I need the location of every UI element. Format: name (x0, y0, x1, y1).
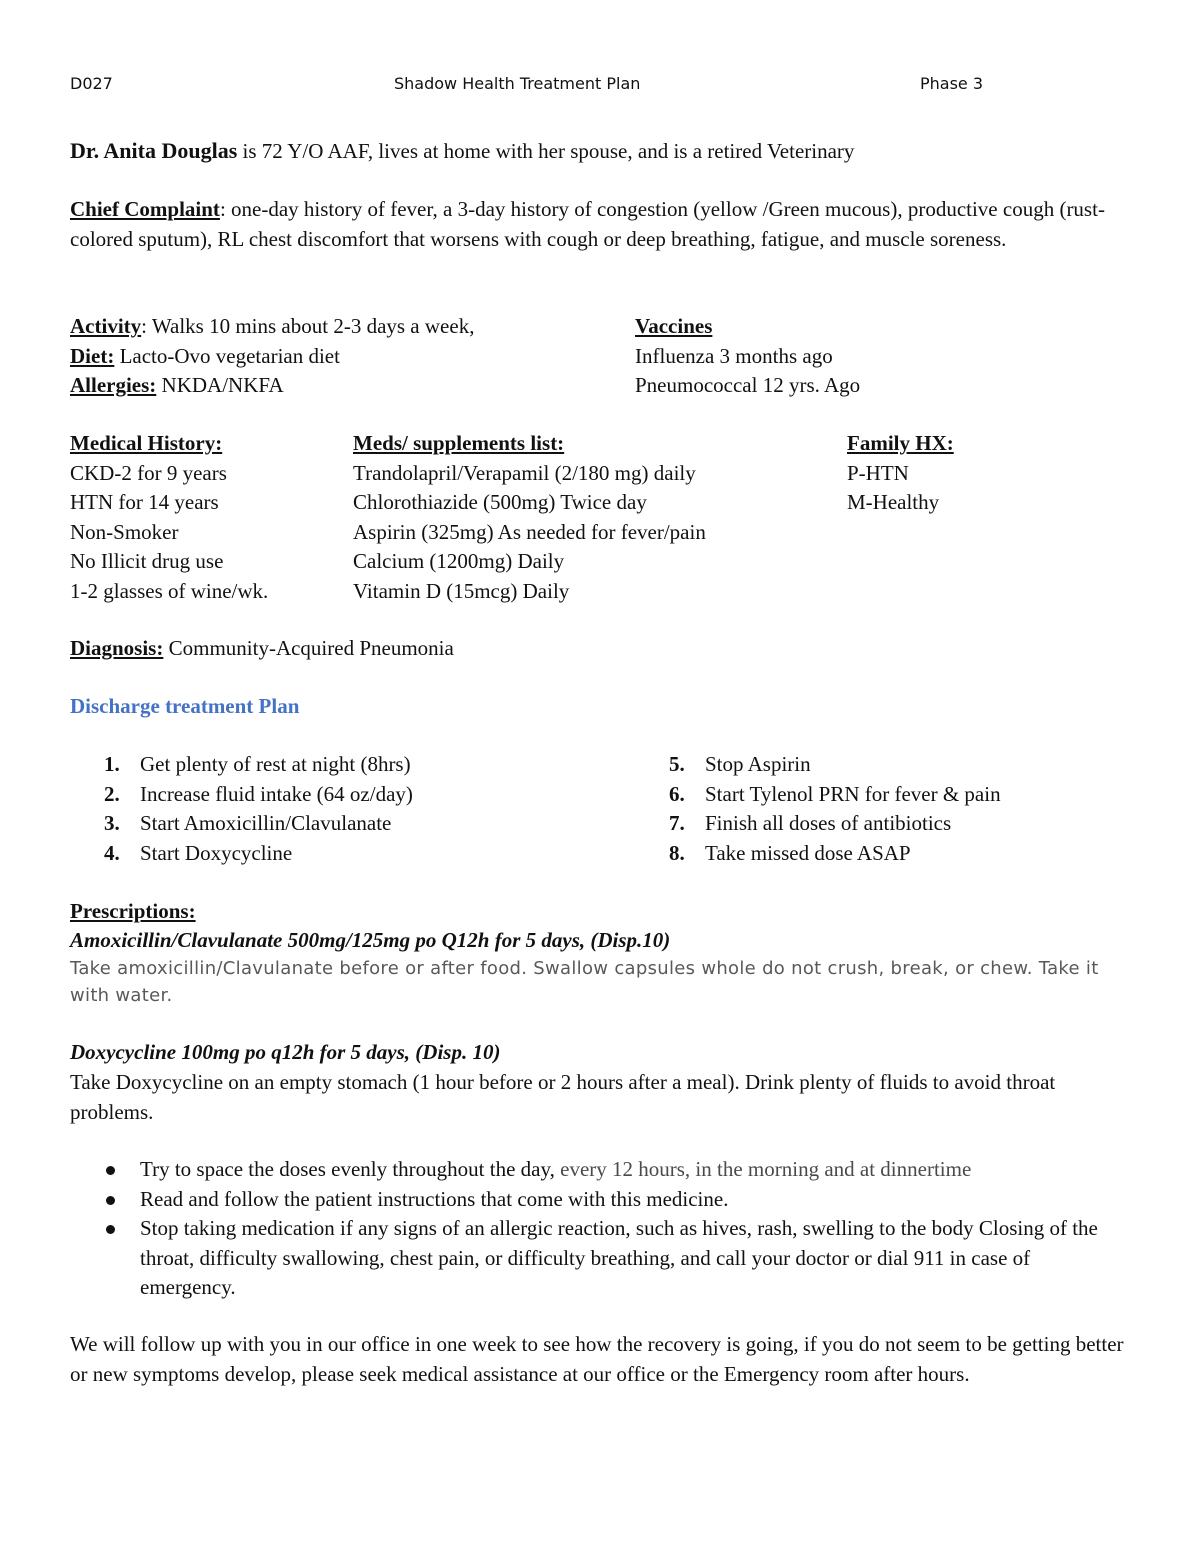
vaccines-label: Vaccines (635, 314, 713, 338)
header-phase: Phase 3 (920, 74, 984, 93)
bullet-item: Read and follow the patient instructions that come with this medicine. (70, 1185, 1130, 1215)
med-item: Chlorothiazide (500mg) Twice day (353, 490, 647, 514)
rx2-title: Doxycycline 100mg po q12h for 5 days, (Disp. 10) (70, 1040, 501, 1064)
family-item: P-HTN (847, 460, 909, 485)
med-item: Calcium (1200mg) Daily (353, 549, 565, 573)
bullet-item: Stop taking medication if any signs of an allergic reaction, such as hives, rash, swelling to the body Closing of the throat, difficulty swallowing, chest pain, or difficulty breathing, and call your doctor or dial 911 in case of emergency. (70, 1214, 1130, 1303)
med-item: Trandolapril/Verapamil (2/180 mg) daily (353, 460, 696, 485)
meds-label: Meds/ supplements list: (353, 431, 565, 455)
plan-item: 1. Get plenty of rest at night (8hrs) (104, 752, 411, 776)
prescriptions-heading (70, 897, 196, 927)
family-history-section (847, 429, 954, 518)
allergies-text: NKDA/NKFA (156, 373, 284, 397)
plan-item: 5. Stop Aspirin (669, 752, 811, 776)
diet-text: Lacto-Ovo vegetarian diet (114, 343, 340, 368)
family-history-label: Family HX: (847, 431, 954, 455)
diagnosis-label: Diagnosis: (70, 636, 164, 660)
prescriptions-label: Prescriptions: (70, 899, 196, 923)
history-item: CKD-2 for 9 years (70, 460, 227, 485)
medical-history-section (70, 429, 268, 606)
diet-line (70, 342, 474, 372)
diagnosis-line (70, 634, 454, 664)
rx-bullet-list (70, 1155, 1130, 1303)
allergies-line (70, 371, 474, 401)
plan-item: 7. Finish all doses of antibiotics (669, 811, 952, 835)
history-item: HTN for 14 years (70, 490, 219, 514)
history-item: 1-2 glasses of wine/wk. (70, 578, 269, 603)
plan-item: 8. Take missed dose ASAP (669, 840, 911, 865)
meds-section (353, 429, 706, 606)
lifestyle-section (70, 312, 474, 401)
activity-line (70, 312, 474, 342)
vaccine-item: Pneumococcal 12 yrs. Ago (635, 373, 861, 397)
activity-label: Activity (70, 314, 142, 338)
chief-complaint (70, 195, 1130, 254)
med-item: Vitamin D (15mcg) Daily (353, 578, 570, 603)
rx1-instructions: Take amoxicillin/Clavulanate before or after food. Swallow capsules whole do not crush, break, or chew. Take it with water. (70, 958, 1099, 1006)
vaccines-section (635, 312, 860, 401)
history-item: Non-Smoker (70, 519, 179, 544)
rx1-title: Amoxicillin/Clavulanate 500mg/125mg po Q12h for 5 days, (Disp.10) (70, 928, 671, 952)
follow-up-paragraph: We will follow up with you in our office in one week to see how the recovery is going, if you do not seem to be getting better or new symptoms develop, please seek medical assistance at our office or the Emergency room after hours. (70, 1332, 1124, 1386)
history-item: No Illicit drug use (70, 549, 224, 573)
patient-name: Dr. Anita Douglas (70, 138, 238, 163)
family-item: M-Healthy (847, 490, 940, 514)
discharge-plan-list-right (635, 750, 1155, 868)
diagnosis-text: Community-Acquired Pneumonia (163, 636, 454, 660)
plan-item: 4. Start Doxycycline (104, 840, 293, 865)
discharge-plan-list-left (70, 750, 590, 868)
rx2-instructions: Take Doxycycline on an empty stomach (1 hour before or 2 hours after a meal). Drink plenty of fluids to avoid throat problems. (70, 1070, 1056, 1124)
vaccine-item: Influenza 3 months ago (635, 343, 833, 368)
med-item: Aspirin (325mg) As needed for fever/pain (353, 519, 706, 544)
header-course-code: D027 (70, 74, 113, 93)
activity-text: : Walks 10 mins about 2-3 days a week, (141, 314, 475, 338)
allergies-label: Allergies: (70, 373, 157, 397)
medical-history-label: Medical History: (70, 431, 223, 455)
patient-intro (70, 136, 1140, 167)
bullet-item: Try to space the doses evenly throughout the day, every 12 hours, in the morning and at dinnertime (70, 1155, 1130, 1185)
plan-item: 3. Start Amoxicillin/Clavulanate (104, 811, 392, 835)
chief-complaint-label: Chief Complaint (70, 197, 220, 221)
chief-complaint-text: : one-day history of fever, a 3-day history of congestion (yellow /Green mucous), productive cough (rust-colored sputum), RL chest discomfort that worsens with cough or deep breathing, fatigue, and muscle soreness. (70, 197, 1105, 251)
diet-label: Diet: (70, 343, 115, 368)
plan-item: 2. Increase fluid intake (64 oz/day) (104, 781, 413, 806)
header-title: Shadow Health Treatment Plan (394, 74, 641, 93)
patient-intro-text: is 72 Y/O AAF, lives at home with her spouse, and is a retired Veterinary (237, 139, 855, 163)
discharge-plan-title: Discharge treatment Plan (70, 694, 300, 718)
plan-item: 6. Start Tylenol PRN for fever & pain (669, 781, 1001, 806)
